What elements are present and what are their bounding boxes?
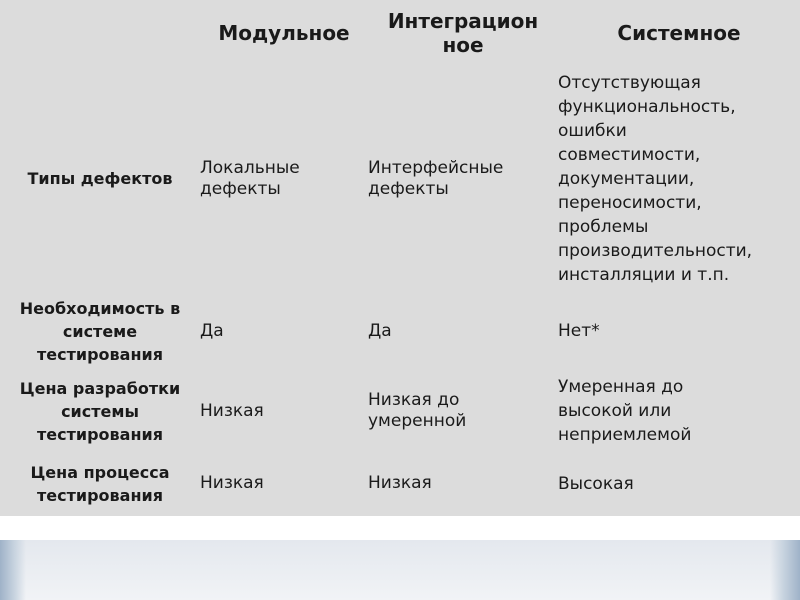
table-row-defect-types	[0, 66, 800, 291]
row-header-defect-types: Типы дефектов	[0, 66, 200, 291]
column-header-system: Системное	[558, 0, 800, 66]
footer-right-accent	[770, 540, 800, 600]
cell-dev-cost-unit: Низкая	[200, 371, 368, 451]
cell-process-cost-unit: Низкая	[200, 451, 368, 516]
column-header-unit: Модульное	[200, 0, 368, 66]
slide-footer-band	[0, 540, 800, 600]
cell-need-test-system-system: Нет*	[558, 291, 800, 371]
cell-process-cost-system: Высокая	[558, 451, 800, 516]
table-header-row	[0, 0, 800, 66]
cell-defect-types-unit: Локальные дефекты	[200, 66, 368, 291]
table-row-need-test-system	[0, 291, 800, 371]
table-row-dev-cost	[0, 371, 800, 451]
column-header-integration: Интеграцион ное	[368, 0, 558, 66]
footer-left-accent	[0, 540, 26, 600]
cell-defect-types-system: Отсутствующая функциональность, ошибки совместимости, документации, переносимости, проблемы производительности, инсталляции и т.п.	[558, 66, 800, 291]
table-row-process-cost	[0, 451, 800, 516]
cell-defect-types-integration: Интерфейсные дефекты	[368, 66, 558, 291]
cell-need-test-system-integration: Да	[368, 291, 558, 371]
row-header-need-test-system: Необходимость в системе тестирования	[0, 291, 200, 371]
cell-dev-cost-system: Умеренная до высокой или неприемлемой	[558, 371, 800, 451]
row-header-dev-cost: Цена разработки системы тестирования	[0, 371, 200, 451]
cell-process-cost-integration: Низкая	[368, 451, 558, 516]
table-corner-cell	[0, 0, 200, 66]
cell-need-test-system-unit: Да	[200, 291, 368, 371]
cell-dev-cost-integration: Низкая до умеренной	[368, 371, 558, 451]
row-header-process-cost: Цена процесса тестирования	[0, 451, 200, 516]
